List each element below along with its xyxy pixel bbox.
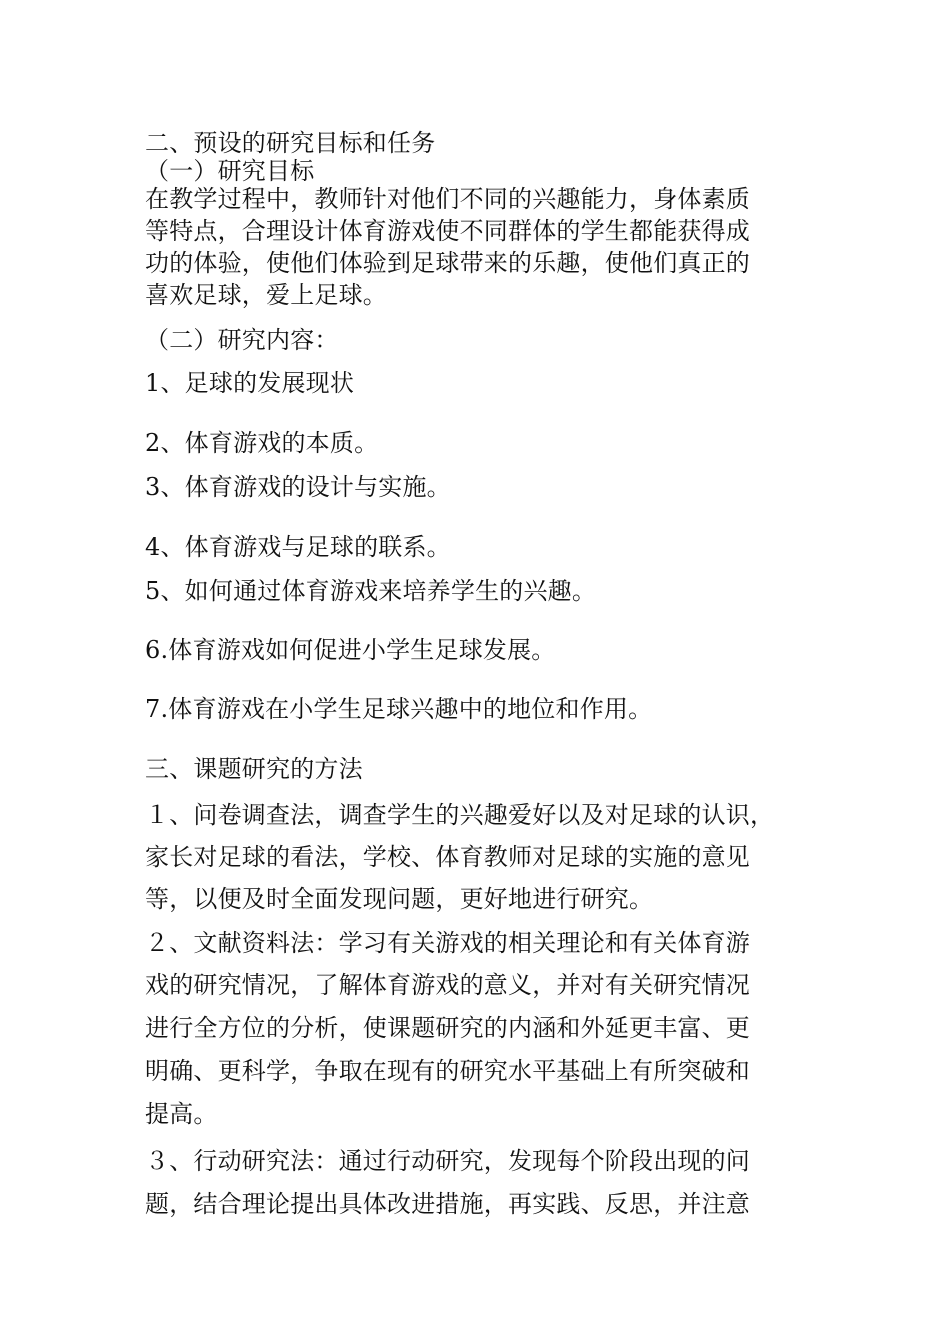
paragraph-line: 进行全方位的分析，使课题研究的内涵和外延更丰富、更 (145, 1014, 750, 1042)
list-item: 7.体育游戏在小学生足球兴趣中的地位和作用。 (145, 695, 653, 723)
list-item: 3、体育游戏的设计与实施。 (145, 473, 451, 501)
list-item: 4、体育游戏与足球的联系。 (145, 533, 451, 561)
subsection-heading: （二）研究内容： (145, 326, 339, 354)
subsection-heading: （一）研究目标 (145, 157, 315, 185)
paragraph-line: 功的体验，使他们体验到足球带来的乐趣，使他们真正的 (145, 249, 750, 277)
section-heading: 三、课题研究的方法 (145, 755, 363, 783)
list-item: 2、体育游戏的本质。 (145, 429, 379, 457)
paragraph-line: 明确、更科学，争取在现有的研究水平基础上有所突破和 (145, 1057, 750, 1085)
list-item: 1、足球的发展现状 (145, 369, 355, 397)
paragraph-line: 等，以便及时全面发现问题，更好地进行研究。 (145, 885, 654, 913)
list-item: 5、如何通过体育游戏来培养学生的兴趣。 (145, 577, 597, 605)
paragraph-line: ２、文献资料法：学习有关游戏的相关理论和有关体育游 (145, 929, 750, 957)
paragraph-line: 家长对足球的看法，学校、体育教师对足球的实施的意见 (145, 843, 750, 871)
list-item: 6.体育游戏如何促进小学生足球发展。 (145, 636, 556, 664)
paragraph-line: １、问卷调查法，调查学生的兴趣爱好以及对足球的认识， (145, 801, 775, 829)
paragraph-line: 题，结合理论提出具体改进措施，再实践、反思，并注意 (145, 1190, 750, 1218)
paragraph-line: 喜欢足球，爱上足球。 (145, 281, 387, 309)
paragraph-line: ３、行动研究法：通过行动研究，发现每个阶段出现的问 (145, 1147, 750, 1175)
paragraph-line: 在教学过程中，教师针对他们不同的兴趣能力，身体素质 (145, 185, 750, 213)
section-heading: 二、预设的研究目标和任务 (145, 129, 436, 157)
paragraph-line: 等特点，合理设计体育游戏使不同群体的学生都能获得成 (145, 217, 750, 245)
paragraph-line: 戏的研究情况，了解体育游戏的意义，并对有关研究情况 (145, 971, 750, 999)
paragraph-line: 提高。 (145, 1100, 218, 1128)
